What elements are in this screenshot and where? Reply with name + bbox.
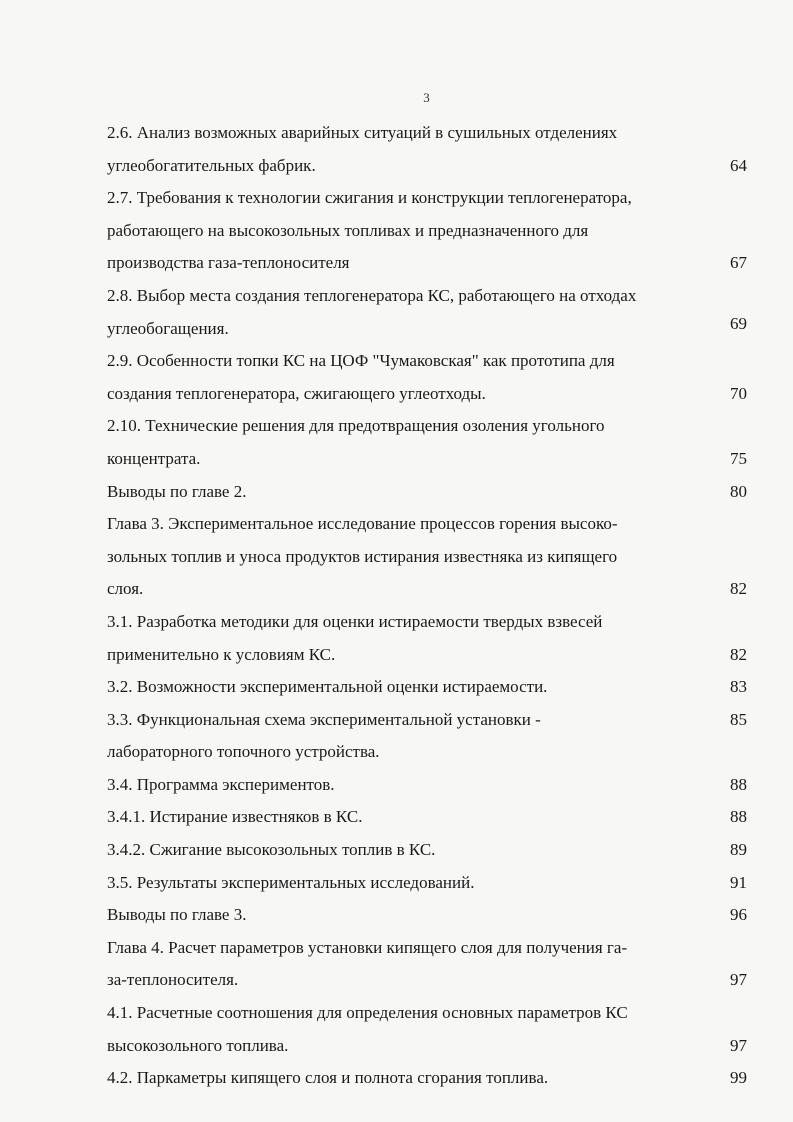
toc-entry-text: Выводы по главе 2. [107, 481, 247, 501]
toc-entry [107, 508, 747, 606]
toc-entry [107, 1062, 747, 1095]
toc-page-number: 97 [730, 970, 747, 990]
toc-page-number: 97 [730, 1035, 747, 1055]
toc-entry [107, 476, 747, 509]
toc-entry-text: 2.8. Выбор места создания теплогенератора КС, работающего на отходах [107, 285, 637, 305]
toc-entry [107, 345, 747, 410]
toc-entry-text: 3.4.1. Истирание известняков в КС. [107, 807, 363, 827]
toc-entry [107, 704, 747, 769]
toc-entry [107, 932, 747, 997]
toc-page-number: 64 [730, 155, 747, 175]
toc-page-number: 69 [730, 313, 747, 333]
toc-page-number: 99 [730, 1068, 747, 1088]
table-of-contents [107, 117, 747, 1095]
toc-entry-text: Глава 4. Расчет параметров установки кипящего слоя для получения га- [107, 937, 628, 957]
toc-page-number: 75 [730, 448, 747, 468]
toc-entry-text: 3.2. Возможности экспериментальной оценки истираемости. [107, 677, 548, 697]
toc-entry-text: Выводы по главе 3. [107, 905, 247, 925]
toc-entry [107, 410, 747, 475]
toc-entry [107, 834, 747, 867]
toc-page-number: 82 [730, 579, 747, 599]
toc-entry-text: 4.2. Паркаметры кипящего слоя и полнота сгорания топлива. [107, 1068, 549, 1088]
toc-entry [107, 997, 747, 1062]
toc-page-number: 91 [730, 872, 747, 892]
toc-entry-text: производства газа-теплоносителя [107, 253, 350, 273]
toc-entry-text: 4.1. Расчетные соотношения для определения основных параметров КС [107, 1003, 628, 1023]
toc-page-number: 96 [730, 905, 747, 925]
toc-entry-text: углеобогатительных фабрик. [107, 155, 316, 175]
toc-entry-text: Глава 3. Экспериментальное исследование процессов горения высоко- [107, 514, 618, 534]
toc-entry-text: 2.6. Анализ возможных аварийных ситуаций в сушильных отделениях [107, 123, 618, 142]
toc-entry-text: 2.7. Требования к технологии сжигания и конструкции теплогенератора, [107, 188, 632, 208]
toc-entry [107, 182, 747, 280]
toc-entry-text: слоя. [107, 579, 144, 599]
toc-page-number: 88 [730, 807, 747, 827]
toc-entry-text: высокозольного топлива. [107, 1035, 289, 1055]
toc-entry [107, 117, 747, 182]
toc-entry-text: углеобогащения. [107, 318, 229, 338]
toc-entry-text: 3.1. Разработка методики для оценки истираемости твердых взвесей [107, 611, 603, 631]
toc-entry [107, 606, 747, 671]
toc-entry-text: создания теплогенератора, сжигающего углеотходы. [107, 383, 486, 403]
toc-entry-text: концентрата. [107, 448, 201, 468]
toc-page-number: 82 [730, 644, 747, 664]
toc-entry-text: зольных топлив и уноса продуктов истирания известняка из кипящего [107, 546, 618, 566]
toc-entry-text: лабораторного топочного устройства. [107, 742, 380, 762]
toc-entry-text: 2.9. Особенности топки КС на ЦОФ "Чумаковская" как прототипа для [107, 351, 615, 371]
toc-page-number: 67 [730, 253, 747, 273]
toc-entry [107, 769, 747, 802]
toc-entry-text: 3.5. Результаты экспериментальных исследований. [107, 872, 475, 892]
toc-entry-text: 3.4. Программа экспериментов. [107, 774, 335, 794]
toc-entry-text: работающего на высокозольных топливах и предназначенного для [107, 220, 589, 240]
page-number: 3 [423, 90, 430, 105]
toc-entry-text: 2.10. Технические решения для предотвращения озоления угольного [107, 416, 605, 436]
toc-entry [107, 671, 747, 704]
toc-entry-text: 3.4.2. Сжигание высокозольных топлив в КС. [107, 840, 436, 860]
toc-entry [107, 801, 747, 834]
toc-entry-text: применительно к условиям КС. [107, 644, 336, 664]
toc-page-number: 85 [730, 709, 747, 729]
toc-entry [107, 280, 747, 345]
toc-page-number: 70 [730, 383, 747, 403]
toc-page-number: 83 [730, 677, 747, 697]
toc-entry-text: 3.3. Функциональная схема экспериментальной установки - [107, 709, 541, 729]
toc-page-number: 80 [730, 481, 747, 501]
toc-entry [107, 867, 747, 900]
toc-page-number: 88 [730, 774, 747, 794]
toc-entry-text: за-теплоносителя. [107, 970, 239, 990]
toc-page-number: 89 [730, 840, 747, 860]
toc-entry [107, 899, 747, 932]
